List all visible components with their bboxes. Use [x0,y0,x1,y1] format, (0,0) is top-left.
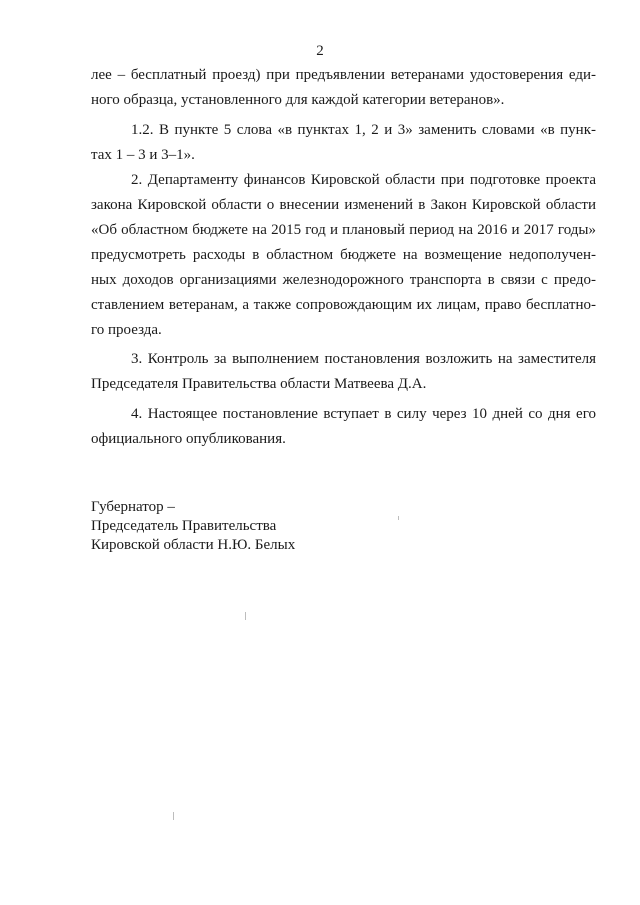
signature-position: Председатель Правительства [91,518,277,534]
paragraph-line: го проезда. [91,322,162,338]
paragraph-line: «Об областном бюджете на 2015 год и плановый период на 2016 и 2017 годы» [91,222,596,238]
scan-speck [173,812,174,820]
paragraph-line: предусмотреть расходы в областном бюджете на возмещение недополучен- [91,247,596,263]
paragraph-line: 3. Контроль за выполнением постановления возложить на заместителя [131,351,596,367]
signature-name: Кировской области Н.Ю. Белых [91,537,296,553]
paragraph-line: официального опубликования. [91,431,286,447]
paragraph-line: тах 1 – 3 и 3–1». [91,147,195,163]
page-number: 2 [316,43,324,59]
paragraph-line: лее – бесплатный проезд) при предъявлении ветеранами удостоверения еди- [91,67,596,83]
paragraph-line: 1.2. В пункте 5 слова «в пунктах 1, 2 и 3» заменить словами «в пунк- [131,122,596,138]
scan-speck [245,612,246,620]
paragraph-line: ставлением ветеранам, а также сопровождающим их лицам, право бесплатно- [91,297,596,313]
paragraph-line: 2. Департаменту финансов Кировской области при подготовке проекта [131,172,596,188]
signature-title: Губернатор – [91,499,175,515]
paragraph-line: ного образца, установленного для каждой категории ветеранов». [91,92,505,108]
paragraph-line: Председателя Правительства области Матвеева Д.А. [91,376,427,392]
scan-speck [398,516,399,520]
paragraph-line: ных доходов организациями железнодорожного транспорта в связи с предо- [91,272,596,288]
paragraph-line: 4. Настоящее постановление вступает в силу через 10 дней со дня его [131,406,596,422]
paragraph-line: закона Кировской области о внесении изменений в Закон Кировской области [91,197,596,213]
